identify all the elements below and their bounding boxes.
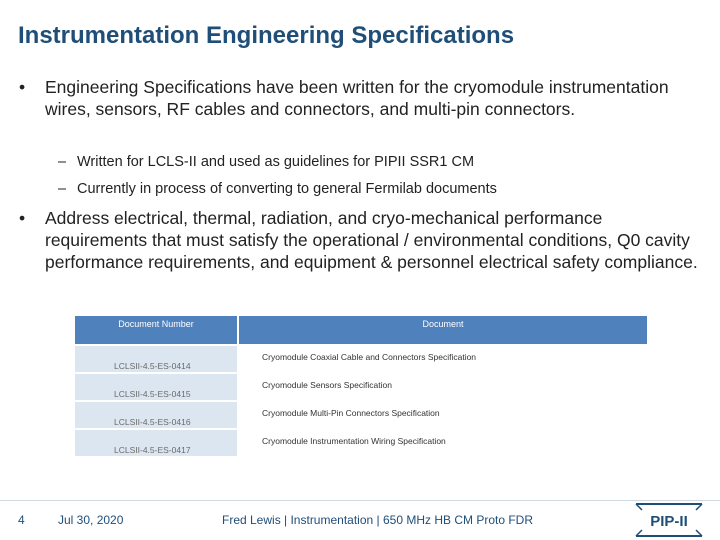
table-header-document: Document	[239, 316, 647, 344]
footer-divider	[0, 500, 720, 501]
table-cell-number: LCLSII-4.5-ES-0414	[75, 346, 237, 372]
sub-bullet-2: – Currently in process of converting to general Fermilab documents	[77, 178, 707, 200]
slide-title: Instrumentation Engineering Specifications	[18, 22, 515, 49]
table-cell-document: Cryomodule Sensors Specification	[239, 374, 647, 400]
table-cell-number: LCLSII-4.5-ES-0415	[75, 374, 237, 400]
sub-bullet-1: – Written for LCLS-II and used as guidelines for PIPII SSR1 CM	[77, 151, 707, 173]
table-cell-document: Cryomodule Instrumentation Wiring Specification	[239, 430, 647, 456]
footer-date: Jul 30, 2020	[58, 513, 124, 527]
table-cell-document: Cryomodule Multi-Pin Connectors Specification	[239, 402, 647, 428]
footer-text: Fred Lewis | Instrumentation | 650 MHz HB CM Proto FDR	[222, 513, 533, 527]
pip-ii-logo	[630, 500, 708, 540]
table-cell-number: LCLSII-4.5-ES-0416	[75, 402, 237, 428]
page-number: 4	[18, 513, 25, 527]
bullet-1: • Engineering Specifications have been written for the cryomodule instrumentation wires, sensors, RF cables and connectors, and multi-pin connectors.	[45, 76, 705, 120]
logo-text: PIP-II	[650, 513, 688, 530]
table-cell-number: LCLSII-4.5-ES-0417	[75, 430, 237, 456]
bullet-2: • Address electrical, thermal, radiation, and cryo-mechanical performance requirements that must satisfy the operational / environmental conditions, Q0 cavity performance requirements, and equipment & personnel electrical safety compliance.	[45, 207, 705, 273]
table-cell-document: Cryomodule Coaxial Cable and Connectors Specification	[239, 346, 647, 372]
table-header-number: Document Number	[75, 316, 237, 344]
